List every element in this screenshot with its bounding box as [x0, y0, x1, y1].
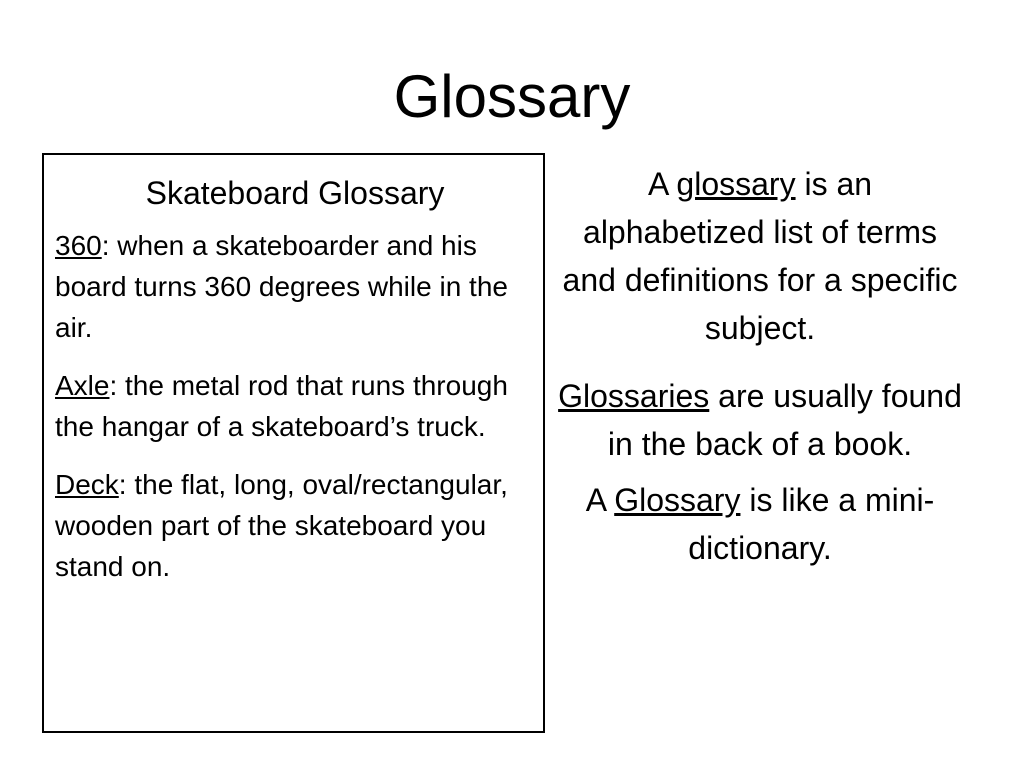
- glossary-box: [42, 153, 545, 733]
- explanation-term: glossary: [676, 166, 796, 202]
- explanation-text: A: [647, 166, 677, 202]
- glossary-definition: : the metal rod that runs through the hangar of a skateboard’s truck.: [55, 370, 508, 442]
- glossary-entry-deck: [55, 464, 535, 587]
- glossary-term: Axle: [55, 370, 110, 401]
- glossary-entry-360: [55, 225, 535, 348]
- explanation-column: [555, 160, 965, 572]
- explanation-paragraph-comparison: [555, 476, 965, 572]
- explanation-text: is an alphabetized list of terms and definitions for a specific subject.: [562, 166, 958, 346]
- glossary-entry-axle: [55, 365, 535, 447]
- glossary-term: 360: [55, 230, 102, 261]
- slide-title: Glossary: [393, 63, 631, 130]
- explanation-text: is like a mini-dictionary.: [688, 482, 935, 566]
- explanation-paragraph-location: [555, 372, 965, 468]
- explanation-text: are usually found in the back of a book.: [607, 378, 962, 462]
- glossary-box-title: Skateboard Glossary: [145, 175, 445, 211]
- glossary-term: Deck: [55, 469, 119, 500]
- glossary-definition: : the flat, long, oval/rectangular, wooden part of the skateboard you stand on.: [55, 469, 508, 582]
- explanation-term: Glossaries: [558, 378, 710, 414]
- glossary-definition: : when a skateboarder and his board turns 360 degrees while in the air.: [55, 230, 508, 343]
- explanation-paragraph-definition: [555, 160, 965, 352]
- explanation-text: A: [585, 482, 615, 518]
- explanation-term: Glossary: [614, 482, 741, 518]
